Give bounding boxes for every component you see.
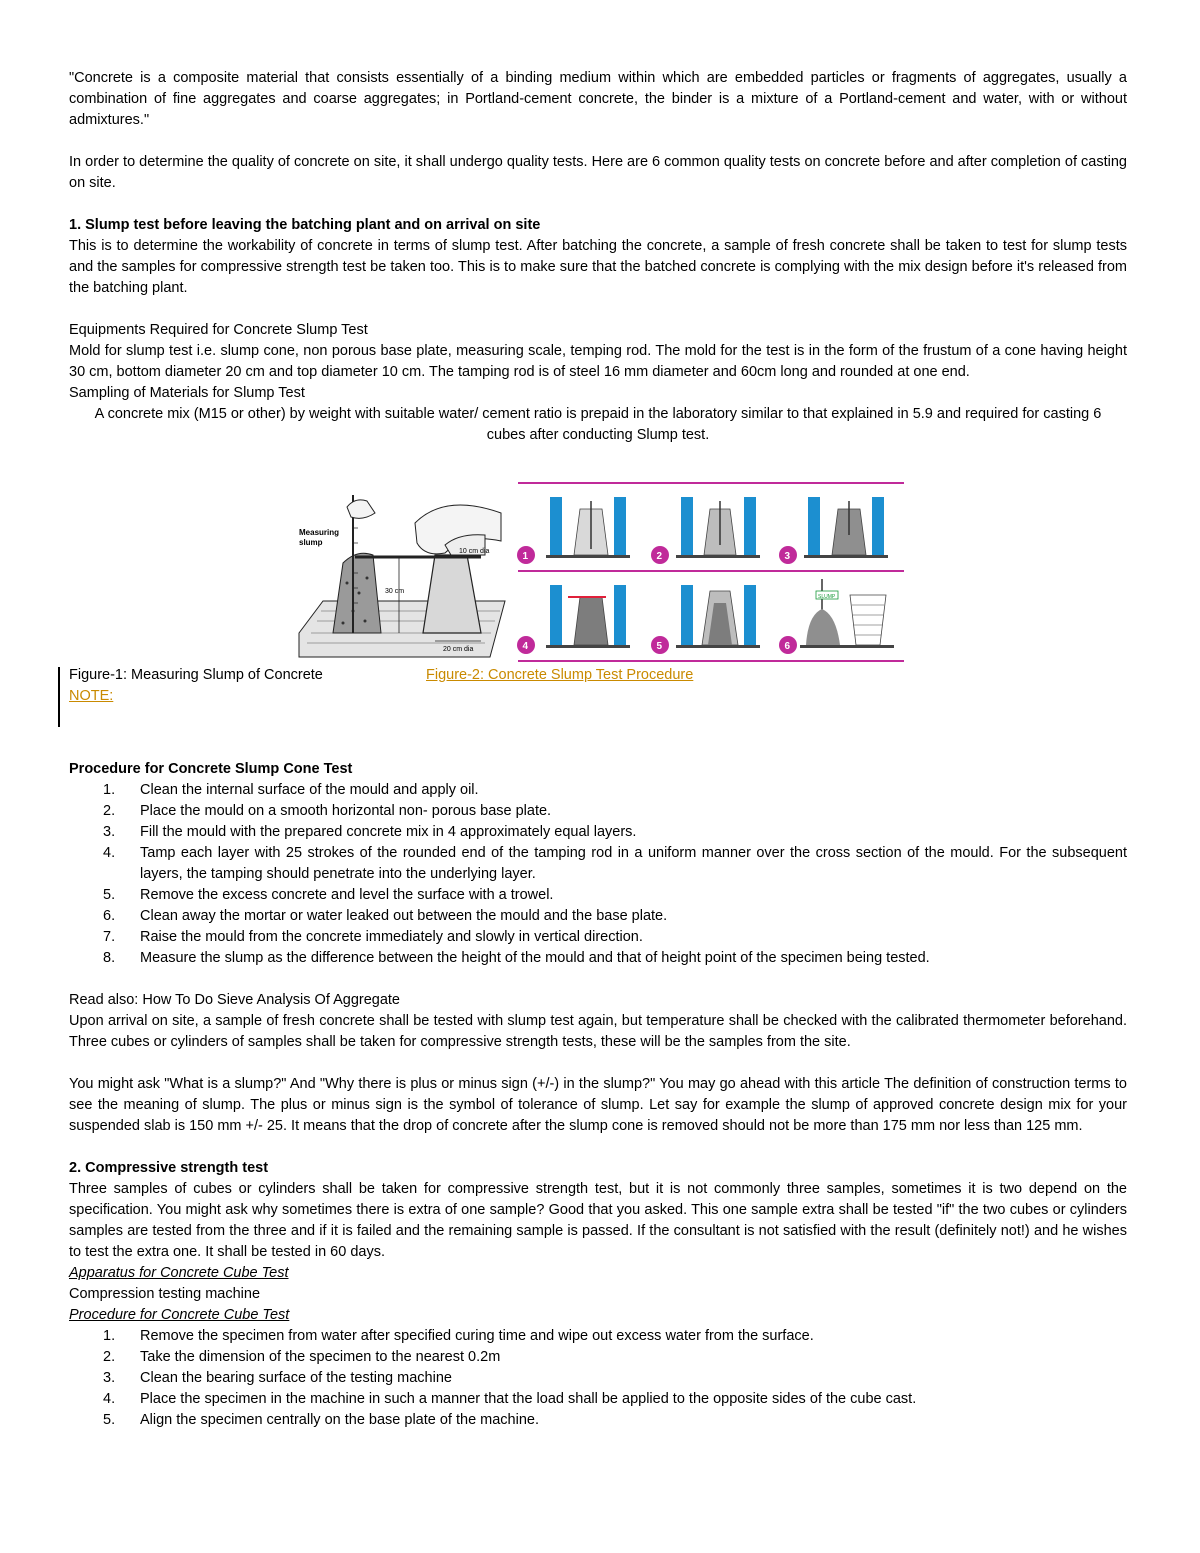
cube-procedure-title: Procedure for Concrete Cube Test bbox=[69, 1307, 290, 1323]
figure-captions bbox=[69, 665, 1127, 686]
list-item: 5. Align the specimen centrally on the base plate of the machine. bbox=[103, 1412, 539, 1428]
figures-area bbox=[69, 483, 1127, 683]
fig1-label-measuring: Measuring bbox=[299, 528, 340, 537]
intro-order: In order to determine the quality of concrete on site, it shall undergo quality tests. Here are 6 common quality tests on concrete before and after completion of casting on site. bbox=[69, 154, 1127, 191]
figure-2-slump-procedure bbox=[516, 479, 906, 665]
step-badge-6: 6 bbox=[784, 641, 791, 652]
section2-heading: 2. Compressive strength test bbox=[69, 1160, 269, 1176]
procedure1-heading: Procedure for Concrete Slump Cone Test bbox=[69, 761, 353, 777]
step-badge-1: 1 bbox=[522, 551, 529, 562]
read-also: Read also: How To Do Sieve Analysis Of Aggregate bbox=[69, 992, 401, 1008]
section1-body: This is to determine the workability of concrete in terms of slump test. After batching the concrete, a sample of fresh concrete shall be taken to test for slump tests and the samples for compressive strength test be taken too. This is to make sure that the batched concrete is complying with the mix design before it's released from the batching plant. bbox=[69, 238, 1127, 296]
list-item: 2. Take the dimension of the specimen to the nearest 0.2m bbox=[103, 1349, 501, 1365]
intro-quote: "Concrete is a composite material that consists essentially of a binding medium within which are embedded particles or fragments of aggregates, usually a combination of fine aggregates and coarse aggregates; in Portland-cement concrete, the binder is a mixture of a Portland-cement and water, with or without admixtures." bbox=[69, 70, 1127, 128]
fig1-label-height: 30 cm bbox=[385, 588, 405, 595]
apparatus-body: Compression testing machine bbox=[69, 1286, 261, 1302]
fig1-label-top: 10 cm dia bbox=[459, 548, 490, 555]
document-page bbox=[69, 68, 1127, 1431]
slump-question-paragraph: You might ask "What is a slump?" And "Why there is plus or minus sign (+/-) in the slump?" You may go ahead with this article The definition of construction terms to see the meaning of slump. The plus or minus sign is the symbol of tolerance of slump. Let say for example the slump of approved concrete design mix for your suspended slab is 150 mm +/- 25. It means that the drop of concrete after the slump cone is removed should not be more than 175 mm nor less than 125 mm. bbox=[69, 1076, 1127, 1134]
list-item: 3. Fill the mould with the prepared concrete mix in 4 approximately equal layers. bbox=[103, 824, 637, 840]
list-item: 4. Tamp each layer with 25 strokes of the rounded end of the tamping rod in a uniform manner over the cross section of the mould. For the subsequent layers, the tamping should penetrate into the underlying layer. bbox=[103, 845, 1127, 882]
list-item: 2. Place the mould on a smooth horizontal non- porous base plate. bbox=[103, 803, 552, 819]
section1-heading: 1. Slump test before leaving the batching plant and on arrival on site bbox=[69, 217, 541, 233]
list-item: 6. Clean away the mortar or water leaked out between the mould and the base plate. bbox=[103, 908, 668, 924]
step-badge-4: 4 bbox=[522, 641, 529, 652]
sampling-title: Sampling of Materials for Slump Test bbox=[69, 385, 305, 401]
note-link[interactable]: NOTE: bbox=[69, 688, 114, 704]
cube-procedure-list bbox=[69, 1326, 1127, 1431]
margin-change-bar bbox=[58, 667, 60, 727]
step-badge-3: 3 bbox=[784, 551, 791, 562]
list-item: 5. Remove the excess concrete and level the surface with a trowel. bbox=[103, 887, 554, 903]
apparatus-title: Apparatus for Concrete Cube Test bbox=[69, 1265, 289, 1281]
fig1-label-slump: slump bbox=[299, 538, 323, 547]
equip-body: Mold for slump test i.e. slump cone, non porous base plate, measuring scale, temping rod. The mold for the test is in the form of the frustum of a cone having height 30 cm, bottom diameter 20 cm and top diameter 10 cm. The tamping rod is of steel 16 mm diameter and 60cm long and rounded at one end. bbox=[69, 343, 1127, 380]
list-item: 3. Clean the bearing surface of the testing machine bbox=[103, 1370, 452, 1386]
procedure-panel-5 bbox=[676, 585, 760, 648]
fig1-label-bottom: 20 cm dia bbox=[443, 646, 474, 653]
sampling-body: A concrete mix (M15 or other) by weight with suitable water/ cement ratio is prepaid in the laboratory similar to that explained in 5.9 and required for casting 6 cubes after conducting Slump test. bbox=[94, 406, 1102, 443]
list-item: 7. Raise the mould from the concrete immediately and slowly in vertical direction. bbox=[103, 929, 643, 945]
equip-title: Equipments Required for Concrete Slump Test bbox=[69, 322, 368, 338]
list-item: 1. Clean the internal surface of the mould and apply oil. bbox=[103, 782, 479, 798]
list-item: 8. Measure the slump as the difference between the height of the mould and that of height point of the specimen being tested. bbox=[103, 950, 930, 966]
procedure1-list bbox=[69, 780, 1127, 969]
arrival-paragraph: Upon arrival on site, a sample of fresh concrete shall be tested with slump test again, but temperature shall be checked with the calibrated thermometer beforehand. Three cubes or cylinders of samples shall be taken for compressive strength tests, these will be the samples from the site. bbox=[69, 1013, 1127, 1050]
caption-figure-2-link[interactable]: Figure-2: Concrete Slump Test Procedure bbox=[426, 667, 694, 683]
section2-body: Three samples of cubes or cylinders shall be taken for compressive strength test, but it is not commonly three samples, sometimes it is two depend on the specification. You might ask why sometimes there is extra of one sample? Good that you asked. This one sample extra shall be tested "if" the two cubes or cylinders samples are tested from the three and if it is failed and the remaining sample is passed. If the consultant is not satisfied with the result (definitely not!) and he wishes to test the extra one. It shall be tested in 60 days. bbox=[69, 1181, 1127, 1260]
list-item: 4. Place the specimen in the machine in such a manner that the load shall be applied to the opposite sides of the cube cast. bbox=[103, 1391, 917, 1407]
figure-1-slump-measure bbox=[295, 483, 507, 665]
caption-figure-1: Figure-1: Measuring Slump of Concrete bbox=[69, 667, 323, 683]
fig2-slump-tag: SLUMP bbox=[818, 594, 836, 600]
step-badge-2: 2 bbox=[656, 551, 663, 562]
list-item: 1. Remove the specimen from water after specified curing time and wipe out excess water from the surface. bbox=[103, 1328, 814, 1344]
step-badge-5: 5 bbox=[656, 641, 663, 652]
